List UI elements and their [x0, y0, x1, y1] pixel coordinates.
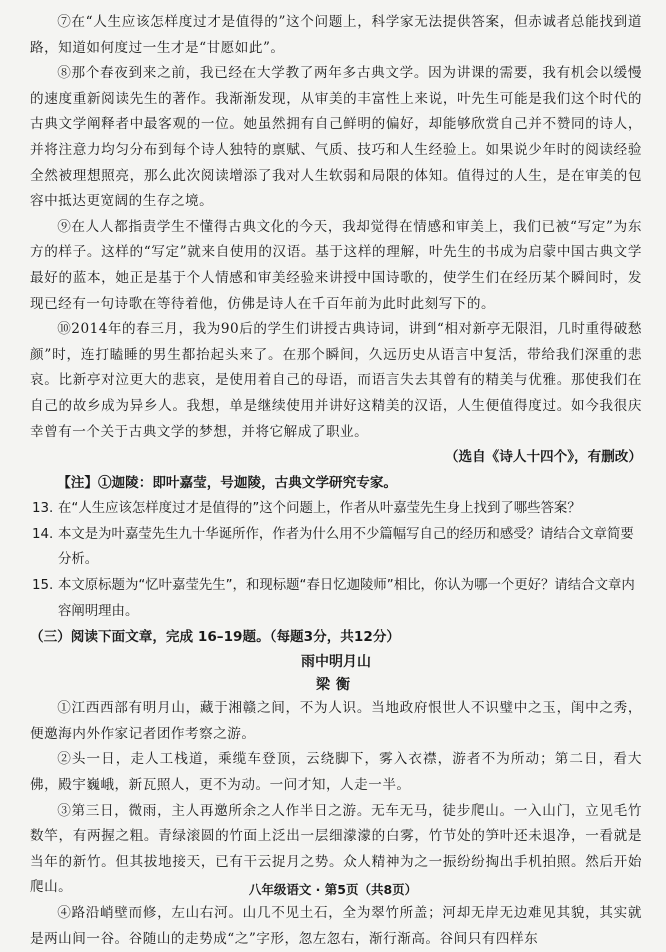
paragraph-8: ⑧那个春夜到来之前，我已经在大学教了两年多古典文学。因为讲课的需要，我有机会以缓慢的速度重新阅读先生的著作。我渐渐发现，从审美的丰富性上来说，叶先生可能是我们这个时代的古典文学阐释者中最客观的一位。她虽然拥有自己鲜明的偏好，却能够欣赏自己并不赞同的诗人，并将注意力均匀分布到每个诗人独特的禀赋、气质、技巧和人生经验上。如果说少年时的阅读经验全然被理想照亮，那么此次阅读增添了我对人生软弱和局限的体知。值得过的人生，是在审美的包容中抵达更宽阔的生存之境。	[30, 65, 642, 210]
question-text: 本文原标题为“忆叶嘉莹先生”，和现标题“春日忆迦陵师”相比，你认为哪一个更好？请结合文章内容阐明理由。	[58, 578, 635, 619]
article-paragraph-2: ②头一日，走人工栈道，乘缆车登顶，云绕脚下，雾入衣襟，游者不为所动；第二日，看大佛，殿宇巍峨，新瓦照人，更不为动。一问才知，人走一半。	[30, 751, 642, 794]
question-15	[30, 573, 642, 624]
question-number: 13.	[32, 501, 54, 517]
article-title: 雨中明月山	[301, 654, 371, 671]
article-author: 梁衡	[316, 677, 356, 694]
question-number: 15.	[32, 578, 54, 594]
page-footer: 八年级语文 · 第5页（共8页）	[248, 882, 418, 897]
paragraph-7: ⑦在“人生应该怎样度过才是值得的”这个问题上，科学家无法提供答案，但赤诚者总能找到道路，知道如何度过一生才是“甘愿如此”。	[30, 14, 642, 56]
footnote: 【注】①迦陵：即叶嘉莹，号迦陵，古典文学研究专家。	[57, 474, 398, 491]
question-14	[30, 522, 642, 573]
question-number: 14.	[32, 526, 54, 542]
article-paragraph-3: ③第三日，微雨，主人再邀所余之人作半日之游。无车无马，徒步爬山。一入山门，立见毛竹数竿，有两握之粗。青绿滚圆的竹面上泛出一层细濛濛的白雾，竹节处的笋叶还未退净，一看就是当年的新竹。但其拔地接天，已有干云捉月之势。众人精神为之一振纷纷掏出手机拍照。然后开始爬山。	[30, 802, 642, 896]
paragraph-9: ⑨在人人都指责学生不懂得古典文化的今天，我却觉得在情感和审美上，我们已被“写定”为东方的样子。这样的“写定”就来自使用的汉语。基于这样的理解，叶先生的书成为启蒙中国古典文学最好的蓝本，她正是基于个人情感和审美经验来讲授中国诗歌的，使学生们在经历某个瞬间时，发现已经有一句诗歌在等待着他，仿佛是诗人在千百年前为此时此刻写下的。	[30, 218, 642, 312]
article-paragraph-1: ①江西西部有明月山，藏于湘赣之间，不为人识。当地政府恨世人不识璧中之玉，闺中之秀，便邀海内外作家记者团作考察之游。	[30, 700, 642, 742]
article-paragraph-4: ④路沿峭壁而修，左山右河。山几不见土石，全为翠竹所盖；河却无岸无边难见其貌，其实就是两山间一谷。谷随山的走势成“之”字形，忽左忽右，渐行渐高。谷间只有四样东	[30, 905, 642, 947]
paragraph-10: ⑩2014年的春三月，我为90后的学生们讲授古典诗词，讲到“相对新亭无限泪，几时重得破愁颜”时，连打瞌睡的男生都抬起头来了。在那个瞬间，久远历史从语言中复活，带给我们深重的悲哀。比新亭对泣更大的悲哀，是使用着自己的母语，而语言失去其曾有的精美与优雅。那使我们在自己的故乡成为异乡人。我想，单是继续使用并讲好这精美的汉语，人生便值得度过。如今我很庆幸曾有一个关于古典文学的梦想，并将它解成了职业。	[30, 321, 642, 440]
question-13	[30, 496, 642, 522]
question-text: 本文是为叶嘉莹先生九十华诞所作，作者为什么用不少篇幅写自己的经历和感受？请结合文章简要分析。	[58, 526, 634, 568]
question-text: 在“人生应该怎样度过才是值得的”这个问题上，作者从叶嘉莹先生身上找到了哪些答案？	[58, 501, 581, 517]
source-citation: （选自《诗人十四个》，有删改）	[444, 449, 642, 466]
section-heading: （三）阅读下面文章，完成 16–19题。（每题3分，共12分）	[30, 629, 401, 646]
